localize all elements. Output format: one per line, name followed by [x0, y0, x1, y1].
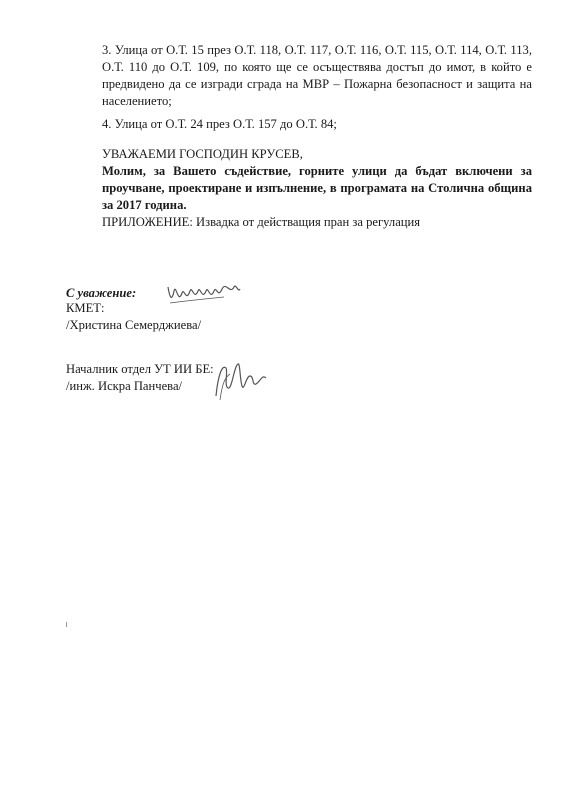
- list-item-3: [66, 42, 532, 110]
- request-text: Молим, за Вашето съдействие, горните улици да бъдат включени за проучване, проектиране и изпълнение, в програмата на Столична община за 2017 година.: [102, 164, 532, 212]
- chief-title: Началник отдел УТ ИИ БЕ:: [66, 362, 214, 376]
- mayor-signature: [164, 279, 244, 309]
- chief-signature: [210, 356, 270, 404]
- request-paragraph: [66, 163, 532, 214]
- page-mark: [66, 622, 67, 627]
- list-item-3-text: 3. Улица от О.Т. 15 през О.Т. 118, О.Т. 117, О.Т. 116, О.Т. 115, О.Т. 114, О.Т. 113, О.Т. 110 до О.Т. 109, по която ще се осъществява достъп до имот, в който е предвидено да се изгради сграда на МВР – Пожарна безопасност и защита на населението;: [102, 43, 532, 108]
- closing-phrase: С уважение:: [66, 286, 137, 300]
- salutation: УВАЖАЕМИ ГОСПОДИН КРУСЕВ,: [102, 147, 303, 161]
- chief-name: /инж. Искра Панчева/: [66, 379, 183, 393]
- list-item-4: 4. Улица от О.Т. 24 през О.Т. 157 до О.Т. 84;: [102, 117, 337, 131]
- mayor-title: КМЕТ:: [66, 301, 105, 315]
- appendix-line: ПРИЛОЖЕНИЕ: Извадка от действащия пран за регулация: [102, 215, 421, 229]
- mayor-name: /Христина Семерджиева/: [66, 318, 202, 332]
